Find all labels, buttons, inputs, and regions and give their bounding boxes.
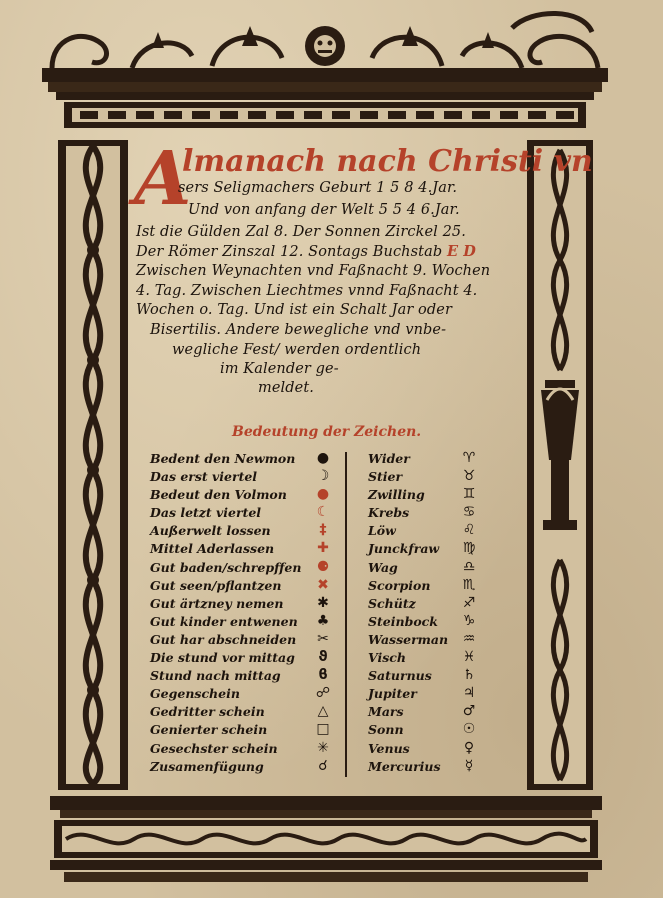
legend-row xyxy=(150,487,340,505)
venus-icon: ♀ xyxy=(463,739,475,756)
title-line-8: Bisertilis. Andere bewegliche vnd vnbe- xyxy=(150,322,447,338)
opposition-icon: ☍ xyxy=(315,685,331,702)
jupiter-icon: ♃ xyxy=(462,685,476,702)
legend-row xyxy=(368,759,488,777)
sagittarius-icon: ♐ xyxy=(462,594,476,611)
left-label: Gut ärtzney nemen xyxy=(150,595,284,611)
legend-row xyxy=(150,704,340,722)
legend-row xyxy=(368,632,488,650)
legend-left-column xyxy=(150,451,340,777)
title-line-10: im Kalender ge- xyxy=(220,361,339,377)
legend-row xyxy=(368,487,488,505)
legend-row xyxy=(368,560,488,578)
legend-row xyxy=(150,614,340,632)
title-heading: lmanach nach Christi vn xyxy=(182,144,593,179)
legend-row xyxy=(150,523,340,541)
title-line-3: Ist die Gülden Zal 8. Der Sonnen Zirckel 25. xyxy=(136,224,466,240)
left-label: Mittel Aderlassen xyxy=(150,541,275,557)
left-label: Gesechster schein xyxy=(150,740,278,756)
legend-row xyxy=(368,578,488,596)
left-label: Das erst viertel xyxy=(150,469,258,485)
left-label: Gedritter schein xyxy=(150,704,265,720)
legend-row xyxy=(368,741,488,759)
decorated-initial: A xyxy=(134,136,192,222)
right-label: Wag xyxy=(368,559,398,575)
weaning-icon: ♣ xyxy=(316,612,330,629)
left-label: Zusamenfügung xyxy=(150,758,264,774)
legend-row xyxy=(368,686,488,704)
bottom-ornament xyxy=(50,796,602,886)
right-label: Steinbock xyxy=(368,613,438,629)
legend-row xyxy=(150,560,340,578)
title-line-11: meldet. xyxy=(258,380,314,396)
legend-row xyxy=(150,722,340,740)
pisces-icon: ♓ xyxy=(462,649,476,666)
trine-icon: △ xyxy=(317,703,329,720)
legend-row xyxy=(150,668,340,686)
conjunction-icon: ☌ xyxy=(318,757,328,774)
virgo-icon: ♍ xyxy=(462,540,476,557)
title-line-4 xyxy=(136,243,476,260)
legend-row xyxy=(150,759,340,777)
left-label: Gut seen/pflantzen xyxy=(150,577,282,593)
last-quarter-icon: ☾ xyxy=(316,504,330,521)
legend-row xyxy=(368,704,488,722)
legend-row xyxy=(150,650,340,668)
top-ornament xyxy=(42,8,608,134)
title-line-5: Zwischen Weynachten vnd Faßnacht 9. Wochen xyxy=(136,263,491,279)
left-label: Die stund vor mittag xyxy=(150,650,295,666)
haircut-icon: ✂ xyxy=(317,630,329,647)
left-label: Bedent den Newmon xyxy=(150,451,296,466)
aries-icon: ♈ xyxy=(462,450,476,466)
gemini-icon: ♊ xyxy=(462,486,476,503)
mercury-icon: ☿ xyxy=(464,757,474,774)
legend-row xyxy=(368,668,488,686)
left-label: Gegenschein xyxy=(150,686,240,702)
right-label: Visch xyxy=(368,650,406,666)
right-label: Junckfraw xyxy=(368,541,440,557)
sowing-planting-icon: ✖ xyxy=(317,576,329,593)
sun-icon: ☉ xyxy=(462,721,476,738)
new-moon-icon: ● xyxy=(316,450,330,466)
medicine-icon: ✱ xyxy=(317,594,329,611)
full-moon-icon: ● xyxy=(316,486,330,503)
legend-row xyxy=(368,541,488,559)
right-label: Zwilling xyxy=(368,487,425,503)
legend-row xyxy=(368,505,488,523)
legend-row xyxy=(368,523,488,541)
left-ornament-column xyxy=(58,140,128,790)
sunday-letter-label: Der Römer Zinszal 12. Sontags Buchstab xyxy=(136,244,443,260)
title-line-2: Und von anfang der Welt 5 5 4 6.Jar. xyxy=(188,202,460,218)
cancer-icon: ♋ xyxy=(462,504,476,521)
taurus-icon: ♉ xyxy=(462,468,476,485)
left-label: Das letzt viertel xyxy=(150,505,262,521)
legend-row xyxy=(150,469,340,487)
title-line-1: sers Seligmachers Geburt 1 5 8 4.Jar. xyxy=(178,180,458,196)
first-quarter-icon: ☽ xyxy=(316,468,330,485)
bloodletting-chosen-icon: ‡ xyxy=(319,522,327,539)
legend-row xyxy=(150,596,340,614)
right-label: Saturnus xyxy=(368,668,432,684)
leo-icon: ♌ xyxy=(462,522,476,539)
left-label: Außerwelt lossen xyxy=(150,523,271,539)
sunday-letter-value: E D xyxy=(446,243,476,260)
right-label: Wasserman xyxy=(368,631,449,647)
legend-row xyxy=(368,722,488,740)
legend-right-column xyxy=(368,451,488,777)
libra-icon: ♎ xyxy=(462,558,476,575)
right-label: Schütz xyxy=(368,595,416,611)
legend-row xyxy=(368,469,488,487)
right-label: Löw xyxy=(368,523,396,539)
aquarius-icon: ♒ xyxy=(462,630,476,647)
legend-row xyxy=(368,451,488,469)
legend-title: Bedeutung der Zeichen. xyxy=(232,424,422,440)
left-label: Gut kinder entwenen xyxy=(150,613,298,629)
title-line-6: 4. Tag. Zwischen Liechtmes vnnd Faßnacht 4. xyxy=(136,283,478,299)
legend-row xyxy=(368,596,488,614)
right-label: Krebs xyxy=(368,505,410,521)
legend-row xyxy=(368,650,488,668)
legend-row xyxy=(150,741,340,759)
scorpio-icon: ♏ xyxy=(462,576,476,593)
title-line-7: Wochen o. Tag. Und ist ein Schalt Jar oder xyxy=(136,302,452,318)
legend-row xyxy=(150,505,340,523)
square-aspect-icon: □ xyxy=(316,721,330,738)
legend-divider xyxy=(345,452,347,777)
legend-row xyxy=(150,578,340,596)
right-label: Jupiter xyxy=(368,686,417,702)
left-label: Genierter schein xyxy=(150,722,268,738)
hour-after-noon-icon: ϐ xyxy=(318,667,328,684)
left-label: Gut har abschneiden xyxy=(150,631,297,647)
bathing-cupping-icon: ⚈ xyxy=(316,558,330,575)
legend-row xyxy=(150,541,340,559)
right-label: Scorpion xyxy=(368,577,431,593)
sextile-icon: ✳ xyxy=(317,739,329,756)
mars-icon: ♂ xyxy=(462,703,476,720)
title-line-9: wegliche Fest/ werden ordentlich xyxy=(172,342,422,358)
legend-row xyxy=(150,686,340,704)
left-label: Bedeut den Volmon xyxy=(150,487,287,503)
left-label: Gut baden/schrepffen xyxy=(150,559,302,575)
capricorn-icon: ♑ xyxy=(462,612,476,629)
middle-bloodletting-icon: ✚ xyxy=(317,540,329,557)
hour-before-noon-icon: ϑ xyxy=(318,649,328,666)
right-ornament-column xyxy=(527,140,593,790)
saturn-icon: ♄ xyxy=(462,667,476,684)
right-label: Wider xyxy=(368,451,410,466)
right-label: Sonn xyxy=(368,722,404,738)
right-label: Mars xyxy=(368,704,404,720)
right-label: Mercurius xyxy=(368,758,441,774)
legend-row xyxy=(150,632,340,650)
left-label: Stund nach mittag xyxy=(150,668,281,684)
right-label: Stier xyxy=(368,469,403,485)
legend-row xyxy=(368,614,488,632)
right-label: Venus xyxy=(368,740,410,756)
legend-row xyxy=(150,451,340,469)
